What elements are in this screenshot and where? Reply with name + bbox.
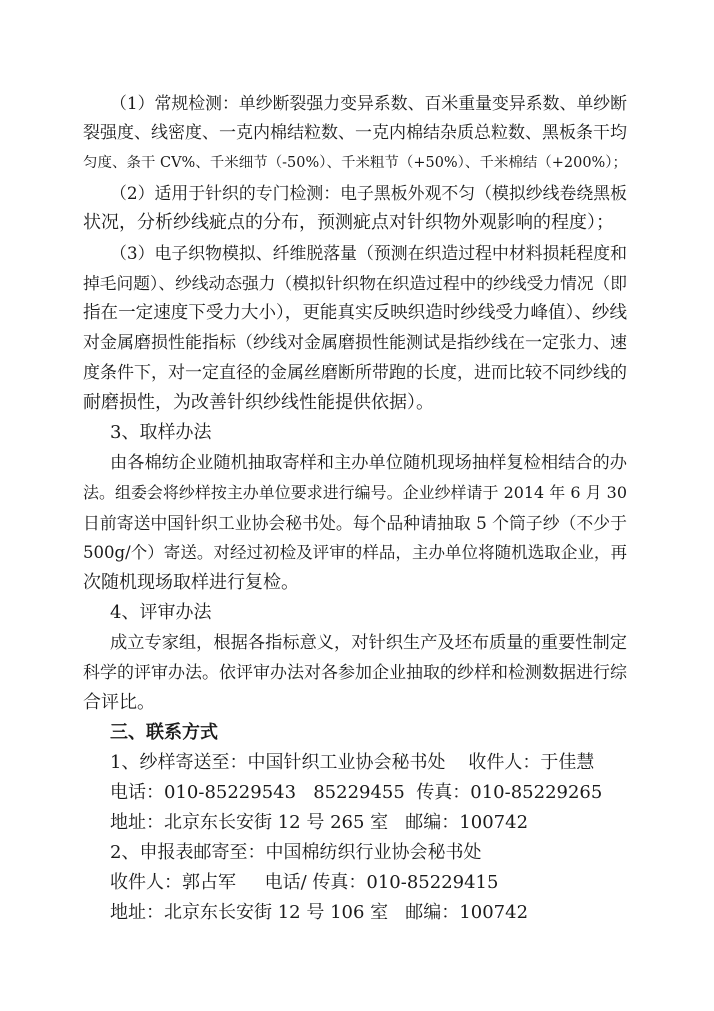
contact-line: 1、纱样寄送至：中国针织工业协会秘书处 收件人：于佳慧: [110, 752, 595, 773]
sampling-paragraph: [83, 448, 627, 598]
sampling-heading: 3、取样办法: [110, 422, 212, 443]
text-line: 耐磨损性，为改善针织纱线性能提供依据）。: [83, 392, 434, 413]
text-line: 成立专家组，根据各指标意义，对针织生产及坯布质量的重要性制定: [110, 633, 627, 653]
text-line: 状况，分析纱线疵点的分布，预测疵点对针织物外观影响的程度）；: [83, 212, 614, 233]
text-line: 次随机现场取样进行复检。: [83, 572, 299, 593]
item-1-paragraph: [83, 88, 627, 178]
text-line: 掉毛问题）、纱线动态强力（模拟针织物在织造过程中的纱线受力情况（即: [83, 273, 627, 293]
document-page: [83, 88, 627, 928]
text-line: 科学的评审办法。依评审办法对各参加企业抽取的纱样和检测数据进行综: [83, 663, 627, 683]
text-line: 裂强度、线密度、一克内棉结粒数、一克内棉结杂质总粒数、黑板条干均: [83, 123, 627, 143]
contact-line: 收件人：郭占军 电话/ 传真：010-85229415: [110, 872, 499, 893]
text-line: 匀度、条干 CV%、千米细节（-50%）、千米粗节（+50%）、千米棉结（+200%）；: [83, 155, 627, 171]
review-heading: 4、评审办法: [110, 602, 212, 623]
item-3-paragraph: [83, 238, 627, 418]
contact-line: 2、申报表邮寄至：中国棉纺织行业协会秘书处: [110, 842, 482, 863]
contact-heading: 三、联系方式: [110, 722, 218, 743]
text-line: （1）常规检测：单纱断裂强力变异系数、百米重量变异系数、单纱断: [110, 93, 627, 113]
text-line: 日前寄送中国针织工业协会秘书处。每个品种请抽取 5 个筒子纱（不少于: [83, 513, 627, 533]
text-line: 度条件下，对一定直径的金属丝磨断所带跑的长度，进而比较不同纱线的: [83, 363, 627, 383]
contact-line: 电话：010-85229543 85229455 传真：010-85229265: [110, 782, 603, 803]
review-paragraph: [83, 628, 627, 718]
item-2-paragraph: [83, 178, 627, 238]
text-line: （3）电子织物模拟、纤维脱落量（预测在织造过程中材料损耗程度和: [110, 243, 627, 263]
text-line: 对金属磨损性能指标（纱线对金属磨损性能测试是指纱线在一定张力、速: [83, 333, 627, 353]
contact-line: 地址：北京东长安街 12 号 265 室 邮编：100742: [110, 812, 529, 833]
contact-block: [83, 748, 627, 928]
text-line: 法。组委会将纱样按主办单位要求进行编号。企业纱样请于 2014 年 6 月 30: [83, 483, 627, 502]
text-line: （2）适用于针织的专门检测：电子黑板外观不匀（模拟纱线卷绕黑板: [110, 183, 627, 203]
text-line: 指在一定速度下受力大小），更能真实反映织造时纱线受力峰值）、纱线: [83, 303, 627, 323]
text-line: 由各棉纺企业随机抽取寄样和主办单位随机现场抽样复检相结合的办: [110, 453, 627, 473]
contact-line: 地址：北京东长安街 12 号 106 室 邮编：100742: [110, 902, 529, 923]
text-line: 500g/个）寄送。对经过初检及评审的样品，主办单位将随机选取企业，再: [83, 543, 627, 562]
text-line: 合评比。: [83, 692, 155, 713]
